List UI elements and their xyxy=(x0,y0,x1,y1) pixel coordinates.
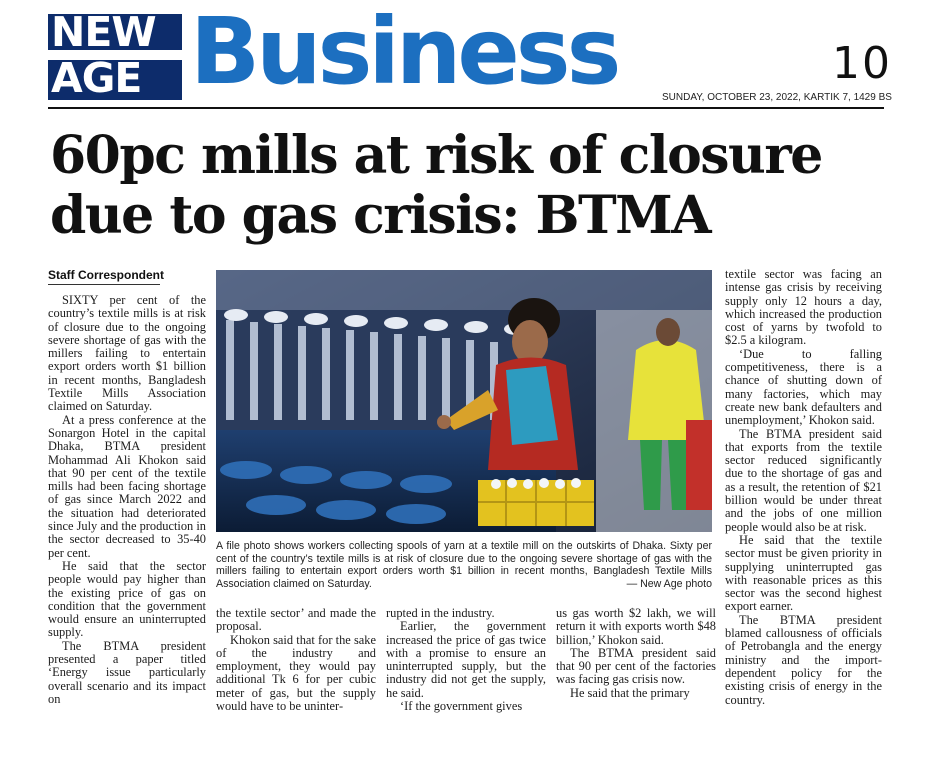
caption-text: A file photo shows workers collecting spools of yarn at a textile mill on the outskirts of Dhaka. Sixty per cent of the country’s textile mills is at risk of closure due to the ongoing severe shortage of gas with the millers failing to entertain export orders worth $1 billion in recent months, Bangladesh Textile Mills Association claimed on Saturday. xyxy=(216,540,712,590)
photo-caption xyxy=(216,540,712,590)
article-column-1 xyxy=(48,294,206,706)
textile-mill-photo xyxy=(216,270,712,532)
paragraph: the textile sector’ and made the proposal. xyxy=(216,606,376,634)
yarn-crate xyxy=(478,478,594,526)
article-column-3 xyxy=(386,607,546,713)
paragraph: SIXTY per cent of the country’s textile mills is at risk of closure due to the ongoing severe shortage of gas with the millers failing to entertain export orders worth $1 billion in recent months, Bangladesh Textile Mills Association claimed on Saturday. xyxy=(48,293,206,414)
article-column-5 xyxy=(725,268,882,707)
logo-word-new: NEW xyxy=(51,8,156,56)
paragraph: rupted in the industry. xyxy=(386,606,495,620)
article-column-4 xyxy=(556,607,716,700)
masthead-rule xyxy=(48,107,884,109)
page-number: 10 xyxy=(832,38,892,89)
paragraph: The BTMA president said that 90 per cent of the factories was facing gas crisis now. xyxy=(556,645,716,687)
paragraph: ‘Due to falling competitiveness, there is a chance of shutting down of many factories, which may create new bank defaulters and unemployment,’ Khokon said. xyxy=(725,346,882,428)
photo-illustration xyxy=(216,270,712,532)
article-column-2 xyxy=(216,607,376,713)
paragraph: The BTMA president blamed callousness of officials of Petrobangla and the energy ministry and the import-dependent policy for the existing crisis of energy in the country. xyxy=(725,612,882,707)
paragraph: us gas worth $2 lakh, we will return it with exports worth $48 billion,’ Khokon said. xyxy=(556,606,716,647)
paragraph: Khokon said that for the sake of the industry and employment, they would pay additional Tk 6 for per cubic meter of gas, but the supply would have to be uninter- xyxy=(216,632,376,714)
paragraph: textile sector was facing an intense gas crisis by receiving supply only 12 hours a day, which increased the production cost of yarns by twofold to $2.5 a kilogram. xyxy=(725,267,882,348)
logo-word-age: AGE xyxy=(51,54,142,102)
byline: Staff Correspondent xyxy=(48,268,165,282)
background-worker xyxy=(596,310,712,532)
paragraph: He said that the primary xyxy=(570,685,690,700)
photo-credit: — New Age photo xyxy=(626,577,712,590)
spinning-machines xyxy=(216,309,536,440)
paragraph: ‘If the government gives xyxy=(400,699,523,714)
paragraph: He said that the textile sector must be given priority in supplying uninterrupted gas with reasonable prices as this sector was the second highest export earner. xyxy=(725,532,882,614)
paragraph: The BTMA president said that exports from the textile sector reduced significantly due to the shortage of gas and as a result, the retention of $21 billion would be under threat and the jobs of one million people would also be at risk. xyxy=(725,426,882,534)
paragraph: He said that the sector people would pay higher than the existing price of gas on condition that the government would ensure an uninterrupted supply. xyxy=(48,558,206,640)
date-line: SUNDAY, OCTOBER 23, 2022, KARTIK 7, 1429 BS xyxy=(662,92,892,103)
byline-rule xyxy=(48,284,160,285)
headline xyxy=(50,126,890,246)
section-title: Business xyxy=(190,0,618,105)
headline-line-2: due to gas crisis: BTMA xyxy=(50,185,711,246)
paragraph: Earlier, the government increased the price of gas twice with a promise to ensure an uninterrupted supply, but the industry did not get the supply, he said. xyxy=(386,619,546,700)
new-age-logo xyxy=(48,10,182,100)
paragraph: The BTMA president presented a paper titled ‘Energy issue particularly overall scenario and its impact on xyxy=(48,638,206,706)
headline-line-1: 60pc mills at risk of closure xyxy=(50,125,822,186)
paragraph: At a press conference at the Sonargon Hotel in the capital Dhaka, BTMA president Mohammad Ali Khokon said that 90 per cent of the textile mills had been facing shortage of gas since March 2022 and the situation had deteriorated since July and the production in the sector decreased to 35-40 per cent. xyxy=(48,412,206,560)
